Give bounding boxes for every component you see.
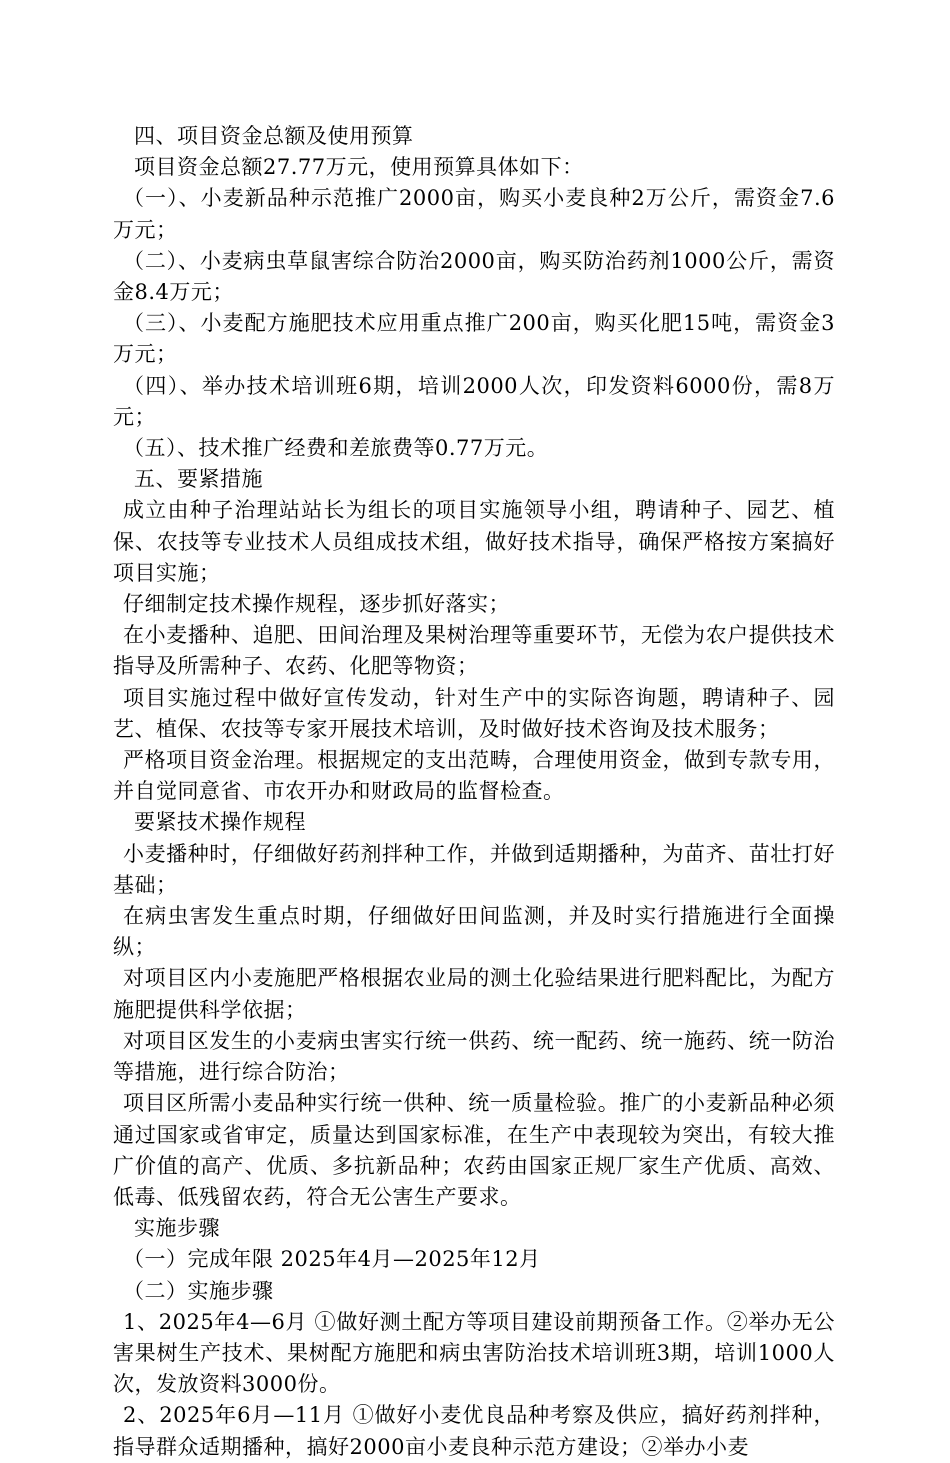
budget-item-1: （一）、小麦新品种示范推广2000亩，购买小麦良种2万公斤，需资金7.6万元；: [113, 186, 835, 242]
steps-subheading: （二）实施步骤: [123, 1278, 274, 1303]
measure-paragraph-2: 仔细制定技术操作规程，逐步抓好落实；: [123, 592, 510, 617]
procedure-paragraph-4: 对项目区发生的小麦病虫害实行统一供药、统一配药、统一施药、统一防治等措施，进行综合防治；: [113, 1028, 835, 1085]
procedure-paragraph-1: 小麦播种时，仔细做好药剂拌种工作，并做到适期播种，为苗齐、苗壮打好基础；: [113, 841, 835, 897]
budget-item-2: （二）、小麦病虫草鼠害综合防治2000亩，购买防治药剂1000公斤，需资金8.4万元；: [113, 248, 835, 305]
paragraph-total-funds: 项目资金总额27.77万元，使用预算具体如下：: [134, 155, 584, 180]
measure-paragraph-4: 项目实施过程中做好宣传发动，针对生产中的实际咨询题，聘请种子、园艺、植保、农技等专家开展技术培训，及时做好技术咨询及技术服务；: [113, 685, 835, 741]
steps-timeframe: （一）完成年限 2025年4月—2025年12月: [123, 1247, 541, 1272]
measure-paragraph-5: 严格项目资金治理。根据规定的支出范畴，合理使用资金，做到专款专用，并自觉同意省、市农开办和财政局的监督检查。: [113, 748, 835, 804]
measure-paragraph-1: 成立由种子治理站站长为组长的项目实施领导小组，聘请种子、园艺、植保、农技等专业技术人员组成技术组，做好技术指导，确保严格按方案搞好项目实施；: [113, 498, 835, 585]
section-heading-measures: 五、要紧措施: [134, 467, 263, 492]
budget-item-3: （三）、小麦配方施肥技术应用重点推广200亩，购买化肥15吨，需资金3万元；: [113, 311, 835, 367]
budget-item-5: （五）、技术推广经费和差旅费等0.77万元。: [123, 436, 549, 461]
section-heading-procedures: 要紧技术操作规程: [134, 810, 306, 835]
step-paragraph-2: 2、2025年6月—11月 ①做好小麦优良品种考察及供应，搞好药剂拌种，指导群众适期播种，搞好2000亩小麦良种示范方建设；②举办小麦: [113, 1403, 835, 1459]
procedure-paragraph-3: 对项目区内小麦施肥严格根据农业局的测土化验结果进行肥料配比，为配方施肥提供科学依据；: [113, 966, 835, 1022]
measure-paragraph-3: 在小麦播种、追肥、田间治理及果树治理等重要环节，无偿为农户提供技术指导及所需种子、农药、化肥等物资；: [113, 623, 835, 679]
procedure-paragraph-2: 在病虫害发生重点时期，仔细做好田间监测，并及时实行措施进行全面操纵；: [113, 904, 835, 960]
budget-item-4: （四）、举办技术培训班6期，培训2000人次，印发资料6000份，需8万元；: [113, 373, 835, 429]
section-heading-budget: 四、项目资金总额及使用预算: [134, 124, 414, 148]
document-page: [113, 121, 835, 1463]
step-paragraph-1: 1、2025年4—6月 ①做好测土配方等项目建设前期预备工作。②举办无公害果树生产技术、果树配方施肥和病虫害防治技术培训班3期，培训1000人次，发放资料3000份。: [113, 1309, 835, 1397]
procedure-paragraph-5: 项目区所需小麦品种实行统一供种、统一质量检验。推广的小麦新品种必须通过国家或省审定，质量达到国家标准，在生产中表现较为突出，有较大推广价值的高产、优质、多抗新品种；农药由国家正规厂家生产优质、高效、低毒、低残留农药，符合无公害生产要求。: [113, 1091, 835, 1209]
section-heading-steps: 实施步骤: [134, 1216, 220, 1241]
